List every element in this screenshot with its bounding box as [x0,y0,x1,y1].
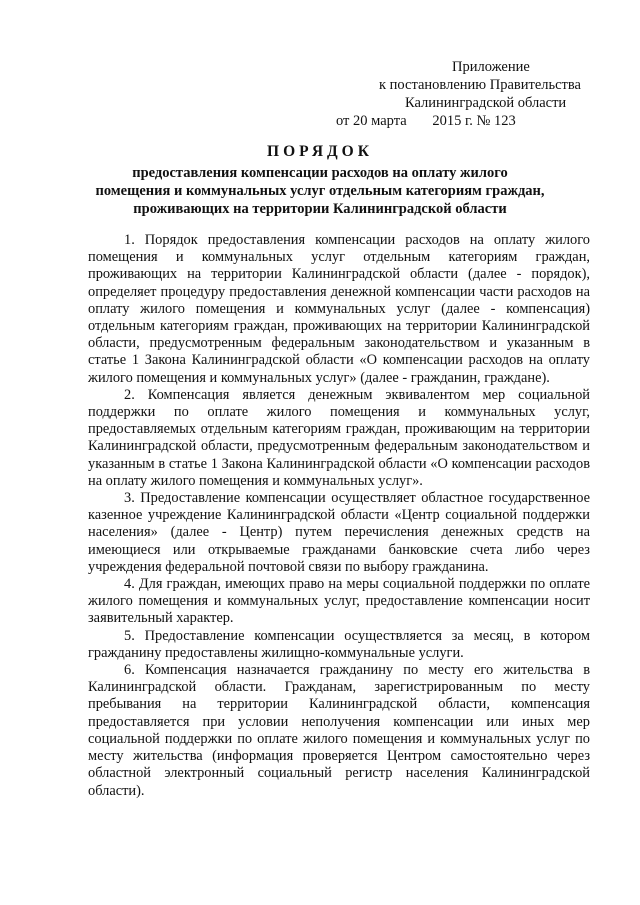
paragraph-6: 6. Компенсация назначается гражданину по месту его жительства в Калининградской области. Гражданам, зарегистрированным по месту пребывания на территории Калининградской области, компенсация предоставляется при условии неполучения компенсации или иных мер социальной поддержки по оплате жилого помещения и коммунальных услуг по месту жительства (информация проверяется Центром самостоятельно через областной электронный социальный регистр населения Калининградской области). [88,662,590,799]
subtitle-line-3: проживающих на территории Калининградской области [133,201,507,217]
resolution-date: 20 марта [353,113,407,129]
subtitle-line-2: помещения и коммунальных услуг отдельным категориям граждан, [95,183,545,199]
date-prefix: от [336,113,350,129]
appendix-line-1: Приложение [452,59,530,75]
document-subtitle [70,164,570,218]
paragraph-1: 1. Порядок предоставления компенсации расходов на оплату жилого помещения и коммунальных услуг отдельным категориям граждан, проживающих на территории Калининградской области (далее - порядок), определяет процедуру предоставления денежной компенсации части расходов на оплату жилого помещения и коммунальных услуг (далее - компенсация) отдельным категориям граждан, проживающих на территории Калининградской области, предусмотренным федеральным законодательством и указанным в статье 1 Закона Калининградской области «О компенсации расходов на оплату жилого помещения и коммунальных услуг» (далее - гражданин, граждане). [88,232,590,386]
appendix-block [330,58,620,130]
paragraph-2: 2. Компенсация является денежным эквивалентом мер социальной поддержки по оплате жилого помещения и коммунальных услуг, предоставляемых отдельным категориям граждан, проживающим на территории Калининградской области, предусмотренным федеральным законодательством и указанным в статье 1 Закона Калининградской области «О компенсации расходов на оплату жилого помещения и коммунальных услуг». [88,386,590,489]
appendix-line-2: к постановлению Правительства [379,77,581,93]
appendix-date-line [330,112,620,130]
resolution-year-number: 2015 г. № 123 [432,113,516,129]
appendix-line-3: Калининградской области [405,95,567,111]
document-body [88,232,590,800]
document-title: ПОРЯДОК [267,143,373,160]
paragraph-4: 4. Для граждан, имеющих право на меры социальной поддержки по оплате жилого помещения и коммунальных услуг, предоставление компенсации носит заявительный характер. [88,576,590,627]
subtitle-line-1: предоставления компенсации расходов на оплату жилого [132,165,508,181]
paragraph-5: 5. Предоставление компенсации осуществляется за месяц, в котором гражданину предоставлены жилищно-коммунальные услуги. [88,627,590,661]
paragraph-3: 3. Предоставление компенсации осуществляет областное государственное казенное учреждение Калининградской области «Центр социальной поддержки населения» (далее - Центр) путем перечисления денежных средств на имеющиеся или открываемые гражданами банковские счета либо через учреждения федеральной почтовой связи по выбору гражданина. [88,490,590,575]
